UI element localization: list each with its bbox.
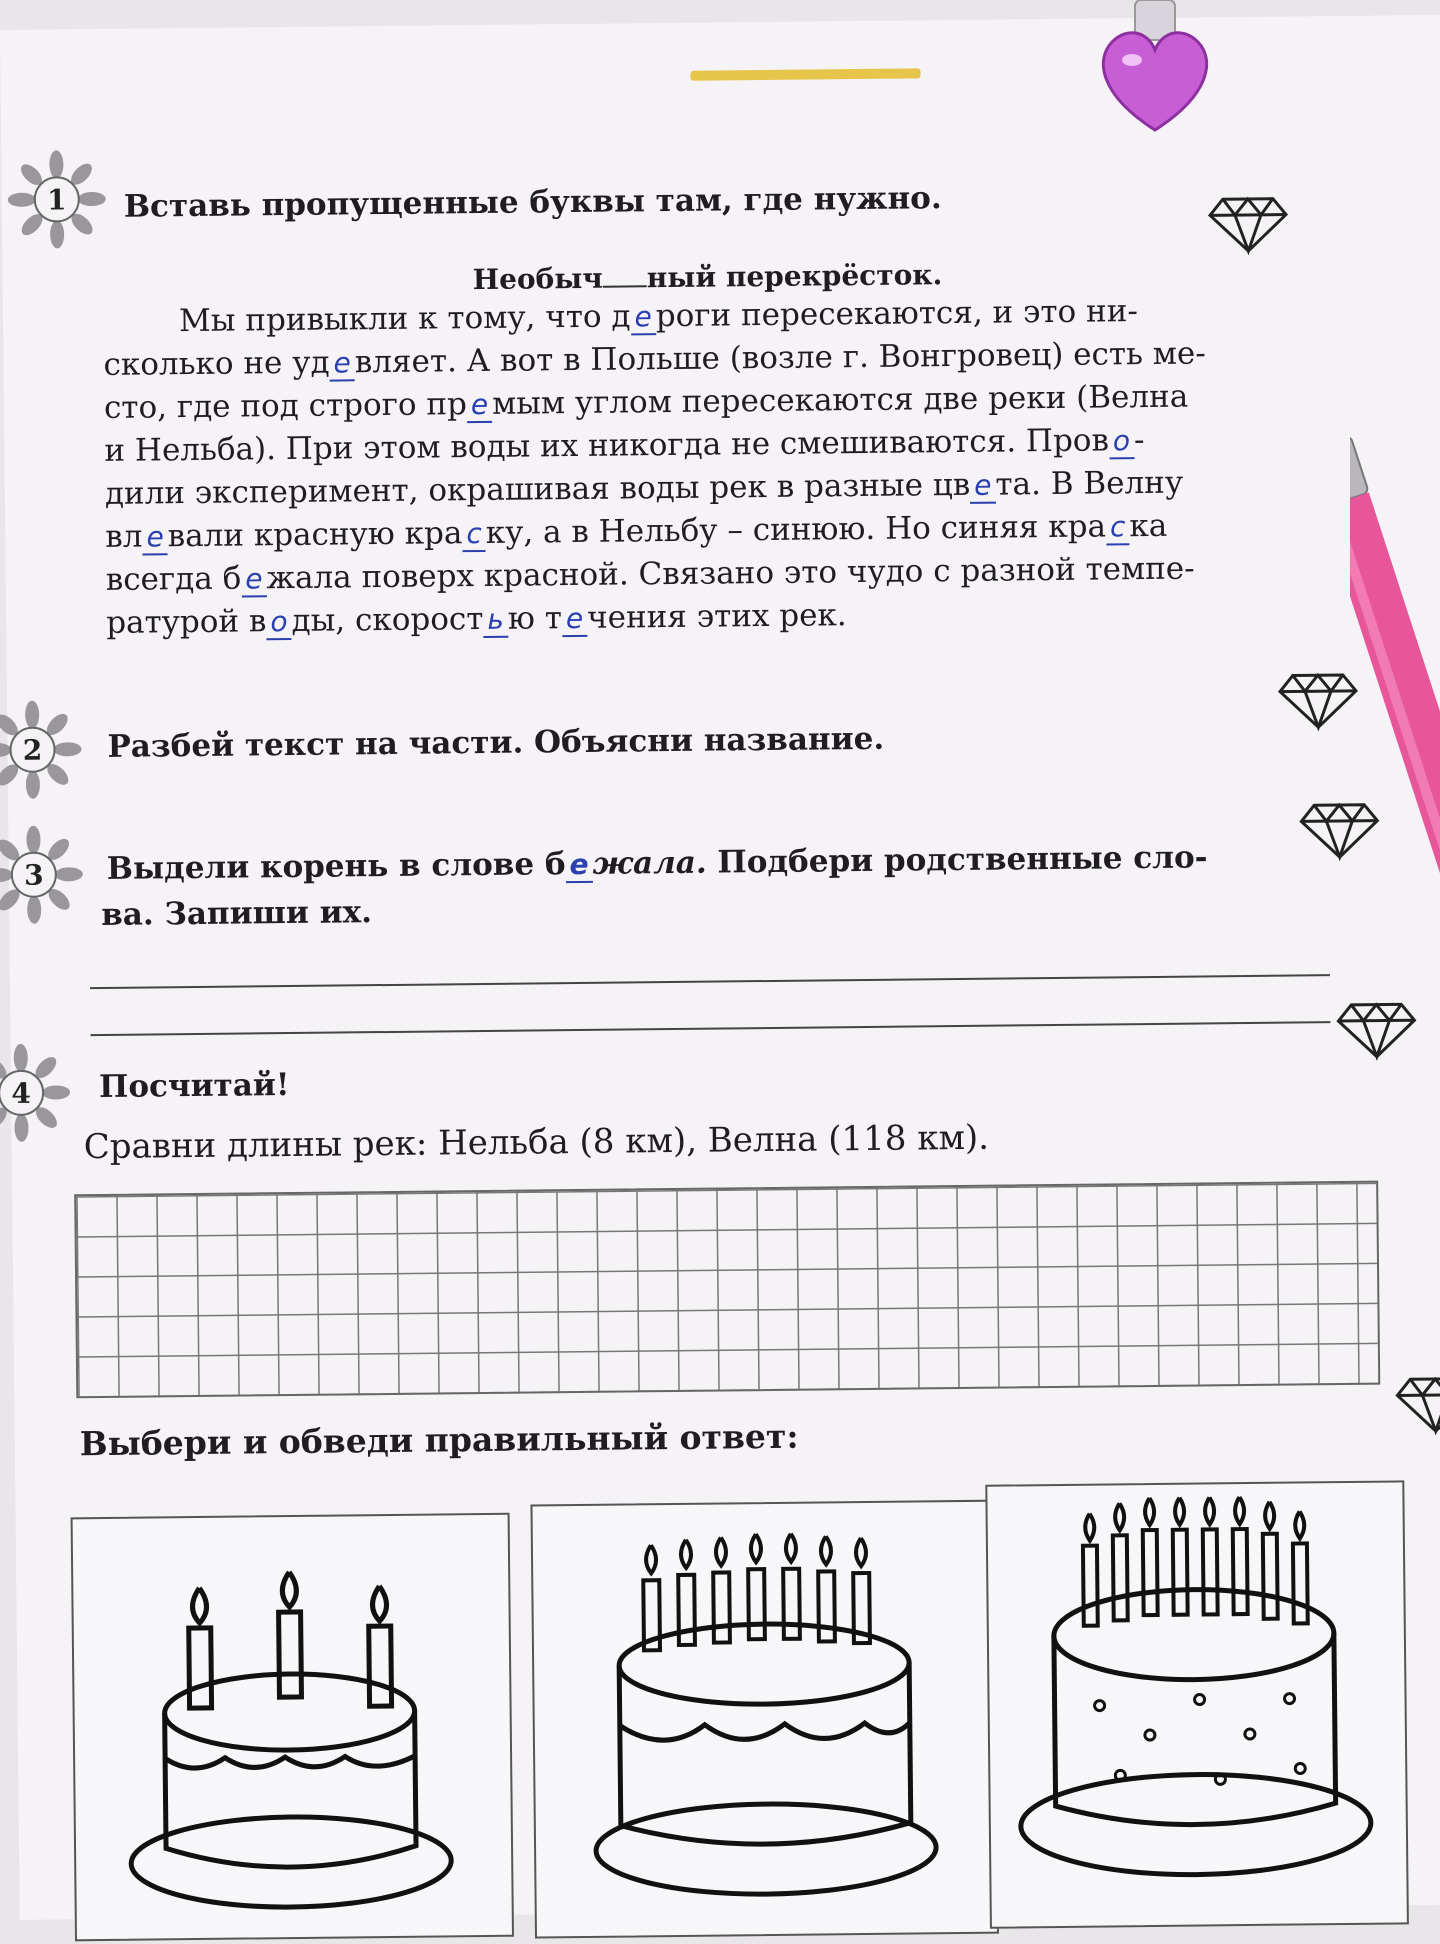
diamond-icon bbox=[1394, 1375, 1440, 1436]
task4-subtext: Сравни длины рек: Нельба (8 км), Велна (118 км). bbox=[83, 1118, 989, 1167]
yellow-strip bbox=[690, 68, 920, 80]
diamond-icon bbox=[1207, 195, 1290, 256]
handwritten-letter: е bbox=[142, 520, 168, 555]
squared-grid[interactable] bbox=[74, 1181, 1380, 1399]
task-number: 2 bbox=[0, 694, 88, 805]
handwritten-letter: е bbox=[970, 469, 996, 504]
handwritten-letter: ь bbox=[483, 603, 508, 638]
heart-clip-icon bbox=[1090, 0, 1220, 140]
cake-option-7-candles[interactable] bbox=[530, 1500, 999, 1939]
flower-badge-icon bbox=[1, 144, 112, 255]
task1-instruction: Вставь пропущенные буквы там, где нужно. bbox=[124, 180, 942, 225]
task-number: 4 bbox=[0, 1037, 77, 1148]
story-title: Необыч ный перекрёсток. bbox=[472, 258, 942, 296]
cake-icon bbox=[73, 1515, 512, 1940]
answer-line[interactable] bbox=[90, 974, 1330, 989]
diamond-icon bbox=[1277, 671, 1360, 732]
handwritten-letter: е bbox=[565, 848, 592, 883]
handwritten-letter: е bbox=[241, 562, 267, 597]
answer-line[interactable] bbox=[91, 1021, 1331, 1036]
cake-option-3-candles[interactable] bbox=[71, 1513, 514, 1942]
task3-instruction-line2: ва. Запиши их. bbox=[101, 894, 372, 933]
handwritten-letter: е bbox=[630, 300, 656, 335]
cake-icon bbox=[532, 1502, 996, 1937]
flower-badge-icon bbox=[0, 819, 89, 930]
task2-instruction: Разбей текст на части. Объясни название. bbox=[107, 721, 884, 765]
task5-instruction: Выбери и обведи правильный ответ: bbox=[80, 1417, 799, 1464]
diamond-icon bbox=[1335, 1000, 1418, 1061]
handwritten-letter: о bbox=[1109, 424, 1135, 459]
task-number: 3 bbox=[0, 819, 89, 930]
task4-instruction: Посчитай! bbox=[99, 1067, 290, 1105]
story-text: Мы привыкли к тому, что д е роги пересекаются, и это ни- сколько не уд е вляет. А вот в Польше (возле г. Вонгровец) есть ме- сто, где под строго пр е мым углом пересекаются две реки (Велна и Нельба). При этом воды их никогда не смешиваются. Пров о - дили эксперимент, окрашивая воды рек в разные цв е та. В Велну вл е вали красную кра с ку, а в Нельбу – синюю. Но синяя кра с ка всегда б е жала поверх красной. Связано это чудо с разной темпе- ратурой в о ды, скорост ь ю т е чения этих рек. bbox=[103, 289, 1257, 645]
pencil-icon bbox=[1350, 420, 1440, 980]
task-number: 1 bbox=[1, 144, 112, 255]
cake-option-many-candles[interactable] bbox=[985, 1480, 1409, 1928]
flower-badge-icon bbox=[0, 694, 88, 805]
worksheet-page bbox=[0, 15, 1440, 1920]
task3-instruction: Выдели корень в слове б е жала. Подбери родственные сло- bbox=[107, 839, 1208, 887]
handwritten-letter: о bbox=[266, 605, 292, 640]
handwritten-letter: с bbox=[462, 517, 486, 552]
handwritten-letter: е bbox=[329, 346, 355, 381]
flower-badge-icon bbox=[0, 1037, 77, 1148]
handwritten-letter: е bbox=[467, 388, 493, 423]
handwritten-letter: е bbox=[562, 602, 588, 637]
cake-icon bbox=[987, 1482, 1407, 1926]
handwritten-letter: с bbox=[1106, 510, 1130, 545]
